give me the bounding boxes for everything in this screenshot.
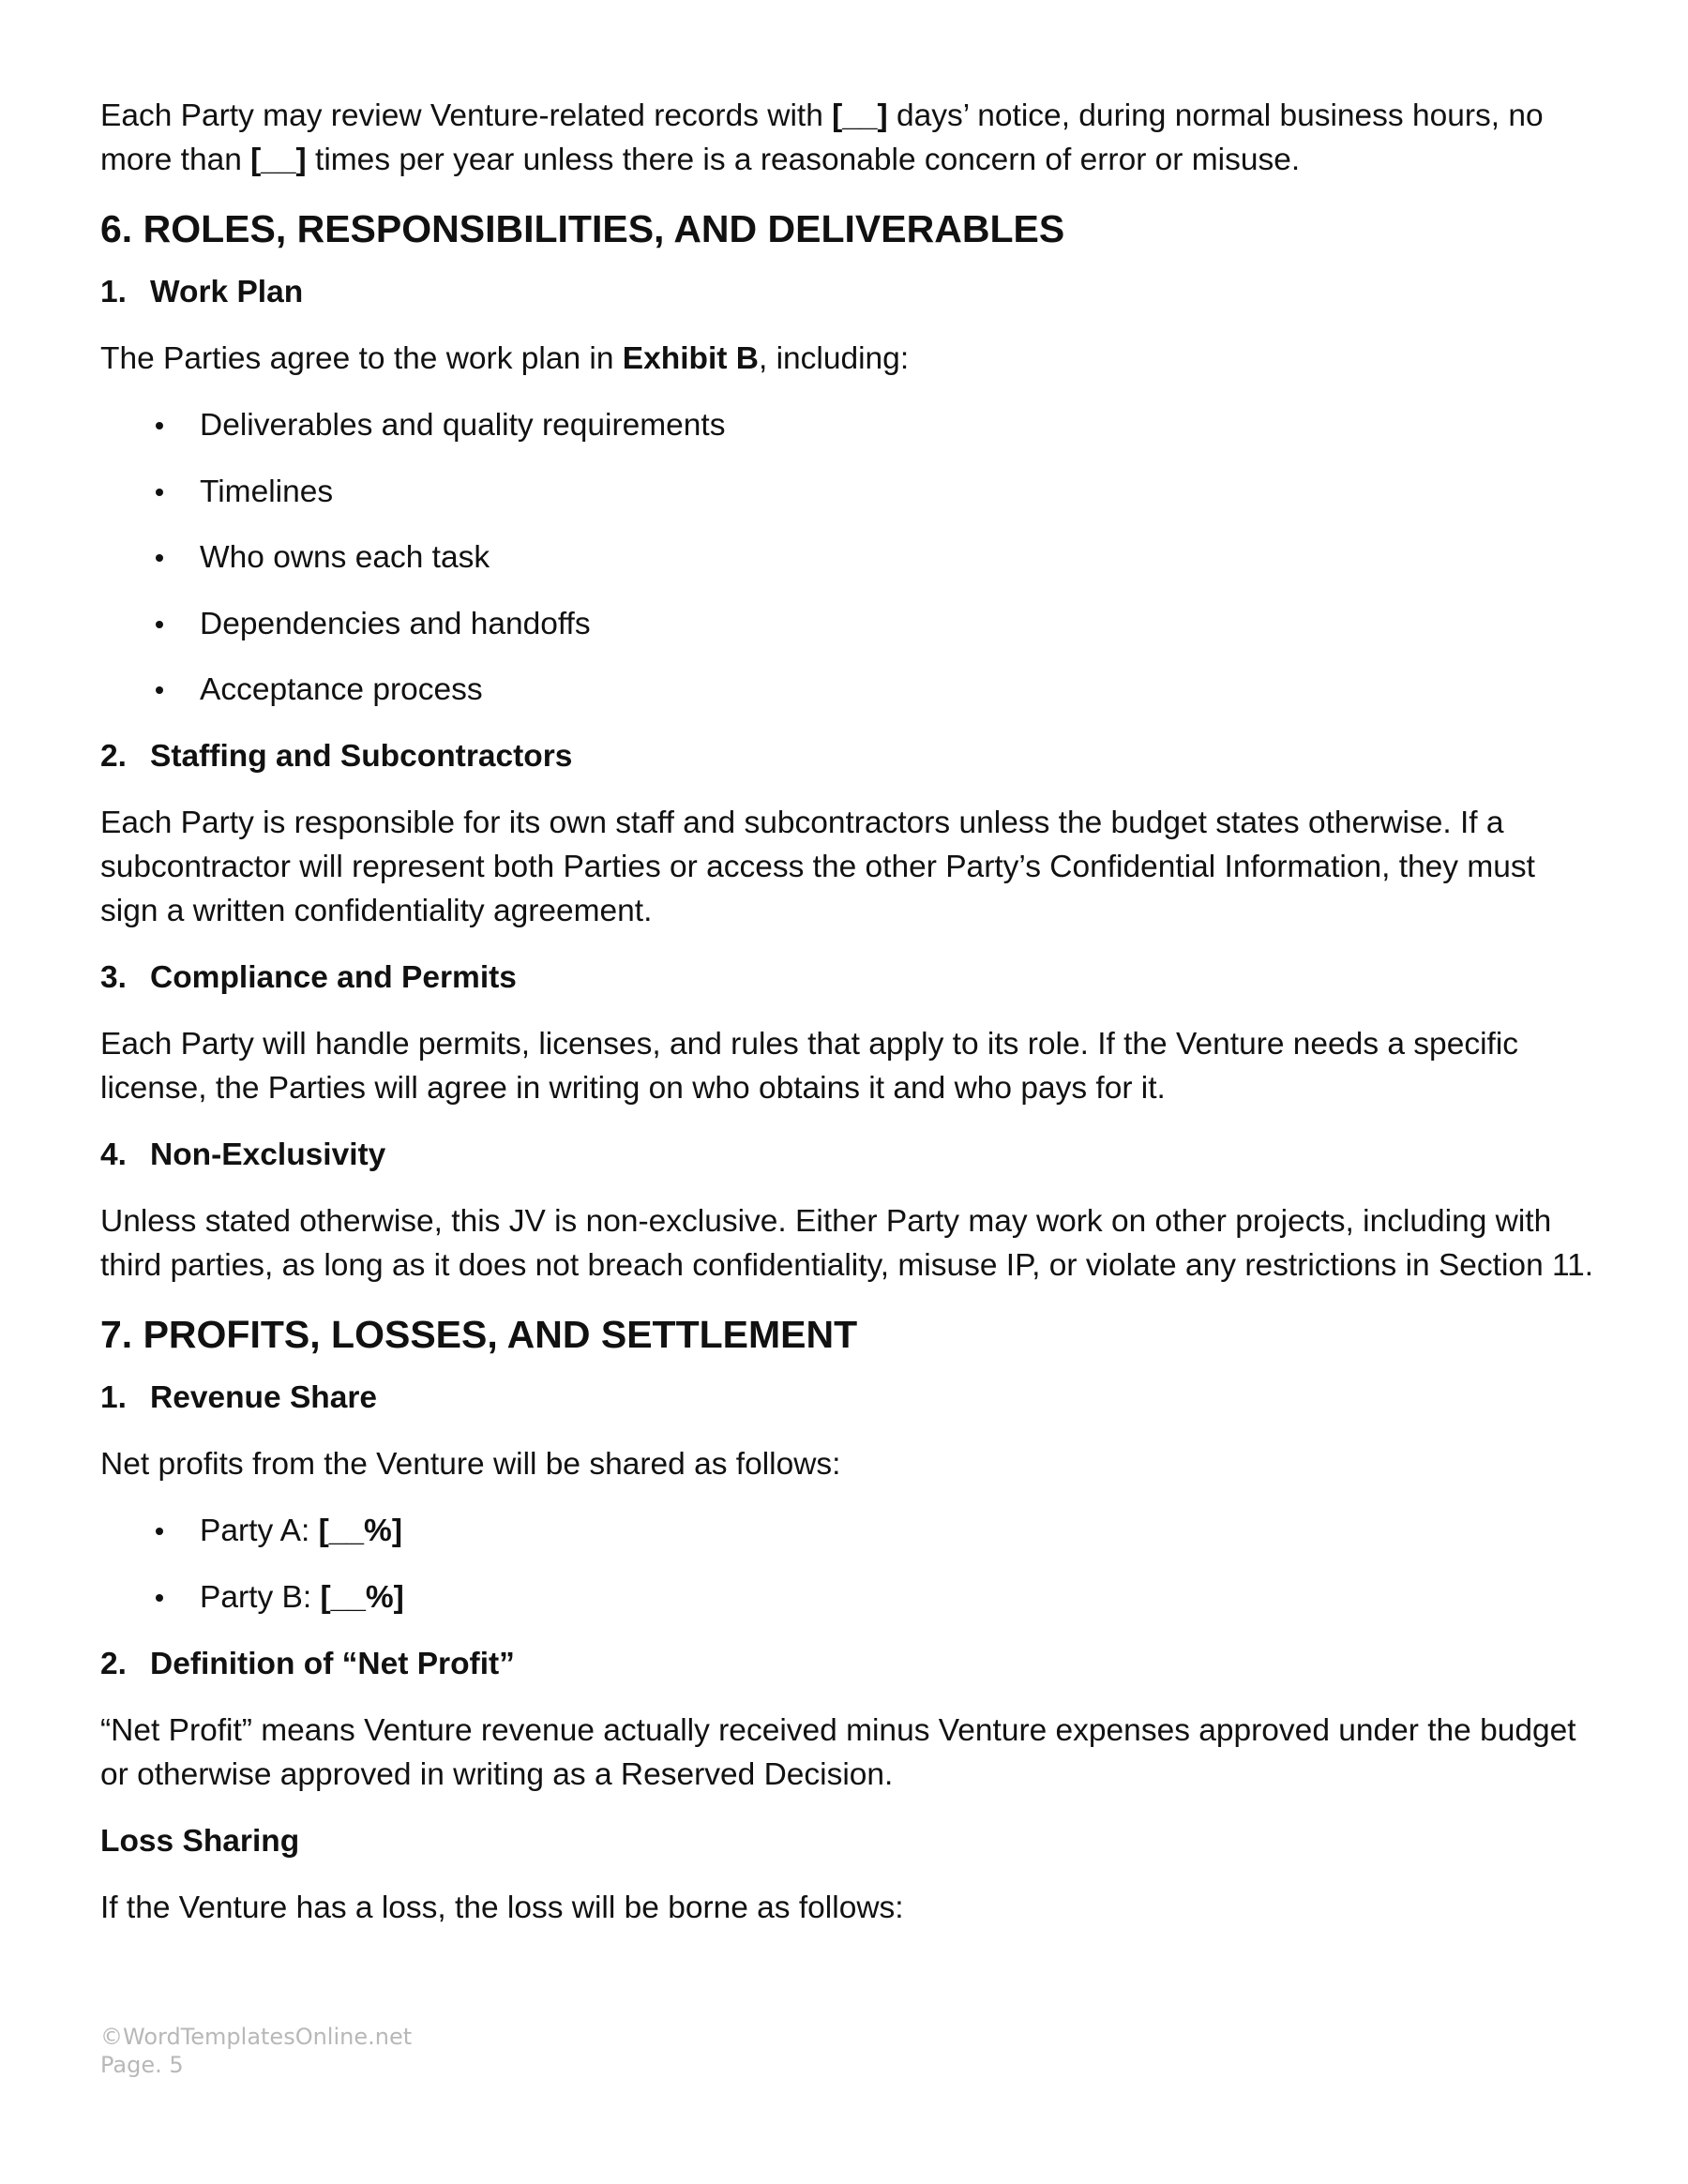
list-item-text: Acceptance process [200, 672, 483, 707]
non-exclusivity-title: Non-Exclusivity [150, 1137, 386, 1172]
exhibit-b-reference: Exhibit B [622, 341, 759, 376]
work-plan-intro [100, 337, 1601, 381]
records-text-2: days’ notice, during normal business hours, no more than [100, 98, 1544, 177]
party-a-label: Party A: [200, 1514, 319, 1548]
staffing-number: 2. [100, 739, 127, 774]
list-item [100, 668, 1601, 712]
bullet-icon [156, 554, 163, 562]
list-item [100, 470, 1601, 514]
work-plan-number: 1. [100, 275, 127, 309]
staffing-body: Each Party is responsible for its own staff and subcontractors unless the budget states otherwise. If a subcontractor will represent both Parties or access the other Party’s Confidential Information, they must sign a written confidentiality agreement. [100, 806, 1535, 928]
section-6-heading: 6. ROLES, RESPONSIBILITIES, AND DELIVERABLES [100, 207, 1065, 250]
list-item [100, 1509, 1601, 1553]
revenue-share-list [100, 1509, 1601, 1619]
loss-sharing-heading: Loss Sharing [100, 1823, 300, 1859]
list-item-text: Dependencies and handoffs [200, 606, 591, 641]
bullet-icon [156, 621, 163, 628]
loss-sharing-body: If the Venture has a loss, the loss will be borne as follows: [100, 1890, 904, 1925]
non-exclusivity-heading [100, 1133, 1601, 1177]
list-item [100, 403, 1601, 447]
compliance-number: 3. [100, 960, 127, 995]
non-exclusivity-number: 4. [100, 1137, 127, 1172]
revenue-share-title: Revenue Share [150, 1380, 378, 1415]
work-plan-intro-suffix: , including: [758, 341, 910, 376]
revenue-share-number: 1. [100, 1380, 127, 1415]
party-b-share-blank: [__%] [320, 1579, 404, 1615]
staffing-title: Staffing and Subcontractors [150, 739, 573, 774]
bullet-icon [156, 1594, 163, 1602]
records-text-3: times per year unless there is a reasonable concern of error or misuse. [306, 143, 1301, 177]
party-b-label: Party B: [200, 1579, 321, 1615]
net-profit-heading [100, 1642, 1601, 1686]
bullet-icon [156, 489, 163, 496]
work-plan-heading [100, 270, 1601, 314]
list-item [100, 1575, 1601, 1619]
party-a-share-blank: [__%] [318, 1514, 402, 1548]
compliance-body: Each Party will handle permits, licenses, and rules that apply to its role. If the Venture needs a specific license, the Parties will agree in writing on who obtains it and who pays for it. [100, 1027, 1519, 1106]
revenue-share-intro: Net profits from the Venture will be shared as follows: [100, 1447, 841, 1482]
compliance-heading [100, 956, 1601, 1000]
net-profit-body: “Net Profit” means Venture revenue actually received minus Venture expenses approved under the budget or otherwise approved in writing as a Reserved Decision. [100, 1712, 1576, 1792]
bullet-icon [156, 1528, 163, 1535]
list-item [100, 602, 1601, 646]
staffing-heading [100, 734, 1601, 778]
net-profit-title: Definition of “Net Profit” [150, 1646, 515, 1681]
records-text-1: Each Party may review Venture-related records with [100, 98, 833, 133]
work-plan-intro-text: The Parties agree to the work plan in [100, 341, 623, 376]
work-plan-title: Work Plan [150, 275, 304, 309]
copyright-notice: ©WordTemplatesOnline.net [100, 2024, 413, 2050]
document-page [100, 94, 1601, 1952]
revenue-share-heading [100, 1376, 1601, 1420]
page-footer [100, 2023, 412, 2079]
compliance-title: Compliance and Permits [150, 960, 517, 995]
list-item [100, 535, 1601, 580]
section-7-heading: 7. PROFITS, LOSSES, AND SETTLEMENT [100, 1313, 858, 1356]
records-review-paragraph [100, 94, 1601, 182]
net-profit-number: 2. [100, 1646, 127, 1681]
bullet-icon [156, 422, 163, 429]
page-number: Page. 5 [100, 2052, 184, 2078]
times-per-year-blank: [__] [250, 143, 307, 177]
non-exclusivity-body: Unless stated otherwise, this JV is non-exclusive. Either Party may work on other projects, including with third parties, as long as it does not breach confidentiality, misuse IP, or violate any restrictions in Section 11. [100, 1204, 1594, 1283]
list-item-text: Who owns each task [200, 540, 490, 575]
days-notice-blank: [__] [832, 98, 888, 133]
list-item-text: Deliverables and quality requirements [200, 408, 726, 443]
work-plan-list [100, 403, 1601, 712]
list-item-text: Timelines [200, 474, 334, 509]
bullet-icon [156, 686, 163, 694]
